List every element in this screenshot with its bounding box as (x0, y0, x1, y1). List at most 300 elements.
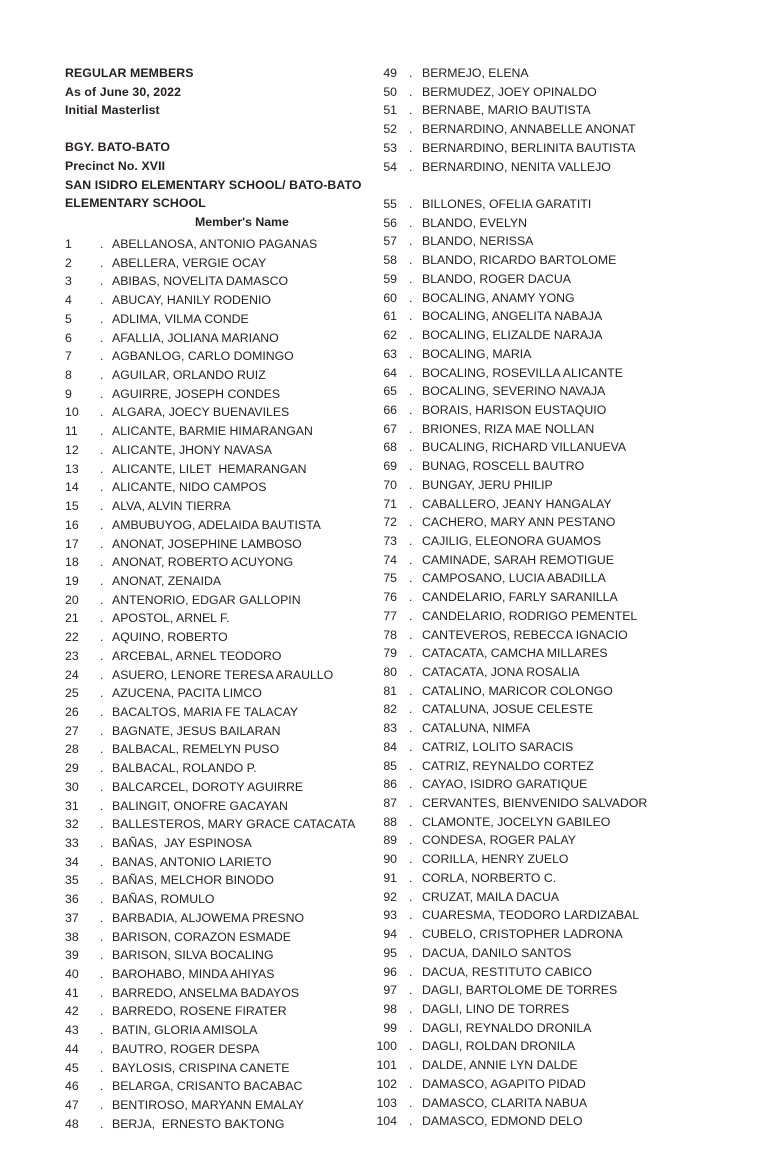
list-item-member-name: CATALUNA, JOSUE CELESTE (422, 702, 594, 717)
list-item-separator: . (409, 496, 413, 511)
list-item-number: 98 (383, 1001, 397, 1016)
list-item (0, 775, 588, 794)
list-item-member-name: BALBACAL, REMELYN PUSO (112, 742, 280, 757)
list-item-separator: . (409, 328, 413, 343)
list-item-separator: . (409, 234, 413, 249)
list-item-member-name: ANONAT, JOSEPHINE LAMBOSO (112, 536, 302, 551)
list-item (0, 757, 594, 776)
list-item (0, 551, 614, 570)
list-item-member-name: ALICANTE, BARMIE HIMARANGAN (112, 424, 313, 439)
list-item-separator: . (409, 814, 413, 829)
list-item-separator: . (100, 405, 104, 420)
list-item-number: 28 (65, 742, 79, 757)
list-item-number: 40 (65, 967, 79, 982)
list-item-separator: . (100, 723, 104, 738)
list-item (0, 831, 576, 850)
list-item-member-name: BLANDO, NERISSA (422, 234, 534, 249)
list-item-number: 102 (376, 1076, 397, 1091)
list-item-separator: . (409, 215, 413, 230)
list-item-separator: . (409, 271, 413, 286)
list-item-member-name: CABALLERO, JEANY HANGALAY (422, 496, 612, 511)
list-item-separator: . (100, 761, 104, 776)
list-item-separator: . (409, 84, 413, 99)
list-item (0, 1112, 583, 1131)
list-item-member-name: CANDELARIO, RODRIGO PEMENTEL (422, 608, 638, 623)
list-item-number: 44 (65, 1041, 79, 1056)
list-item-member-name: CORLA, NORBERTO C. (422, 870, 557, 885)
list-item-number: 82 (383, 702, 397, 717)
list-item (0, 1094, 588, 1113)
list-item-separator: . (409, 440, 413, 455)
list-item-member-name: BERNARDINO, NENITA VALLEJO (422, 159, 611, 174)
list-item-separator: . (409, 739, 413, 754)
list-item (0, 83, 597, 102)
list-item-number: 14 (65, 480, 79, 495)
list-item-separator: . (409, 365, 413, 380)
list-item-number: 100 (376, 1039, 397, 1054)
header-regular-members: REGULAR MEMBERS (65, 66, 194, 80)
list-item-member-name: ABIBAS, NOVELITA DAMASCO (112, 274, 289, 289)
list-item-separator: . (100, 704, 104, 719)
list-item (0, 925, 623, 944)
list-item-member-name: CORILLA, HENRY ZUELO (422, 852, 569, 867)
list-item (0, 457, 585, 476)
list-item-number: 88 (383, 814, 397, 829)
list-item-separator: . (409, 758, 413, 773)
list-item-member-name: BOCALING, ANAMY YONG (422, 290, 575, 305)
list-item-member-name: CUBELO, CRISTOPHER LADRONA (422, 927, 623, 942)
header-school-line-2: ELEMENTARY SCHOOL (65, 196, 206, 211)
list-item-number: 49 (383, 66, 397, 80)
list-item-separator: . (100, 967, 104, 982)
list-item-separator: . (409, 889, 413, 904)
list-item-member-name: CLAMONTE, JOCELYN GABILEO (422, 814, 611, 829)
list-item (0, 1037, 576, 1056)
list-item (0, 1056, 578, 1075)
list-item-member-name: BERJA, ERNESTO BAKTONG (112, 1116, 285, 1131)
list-item-number: 61 (383, 309, 397, 324)
list-item-separator: . (409, 796, 413, 811)
list-item-member-name: DALDE, ANNIE LYN DALDE (422, 1058, 578, 1073)
list-item-separator: . (100, 1004, 104, 1019)
list-item-number: 31 (65, 798, 79, 813)
list-item-number: 19 (65, 573, 79, 588)
list-item-number: 26 (65, 704, 79, 719)
list-item-separator: . (409, 402, 413, 417)
list-item-number: 33 (65, 836, 79, 850)
list-item (0, 532, 602, 551)
list-item-member-name: BAYLOSIS, CRISPINA CANETE (112, 1060, 290, 1075)
list-item-number: 36 (65, 892, 79, 907)
list-item-separator: . (100, 892, 104, 907)
list-item-separator: . (409, 253, 413, 268)
list-item-separator: . (100, 293, 104, 308)
list-item-member-name: ALICANTE, NIDO CAMPOS (112, 480, 267, 495)
list-item-number: 1 (65, 237, 72, 251)
list-item-separator: . (409, 384, 413, 399)
list-item-number: 104 (376, 1114, 397, 1129)
list-item-separator: . (409, 590, 413, 605)
list-item-number: 60 (383, 290, 397, 305)
list-item-member-name: CAMINADE, SARAH REMOTIGUE (422, 552, 614, 567)
list-item-member-name: CATACATA, CAMCHA MILLARES (422, 646, 608, 661)
list-item-separator: . (100, 742, 104, 757)
list-item-member-name: ABELLANOSA, ANTONIO PAGANAS (112, 237, 318, 251)
list-item-member-name: AGUILAR, ORLANDO RUIZ (112, 368, 266, 383)
list-item-number: 54 (383, 159, 397, 174)
list-item-number: 92 (383, 889, 397, 904)
list-item-separator: . (100, 349, 104, 364)
list-item-member-name: DACUA, RESTITUTO CABICO (422, 964, 592, 979)
list-item-member-name: BARISON, CORAZON ESMADE (112, 929, 292, 944)
header-barangay: BGY. BATO-BATO (65, 140, 171, 155)
list-item-member-name: BENTIROSO, MARYANN EMALAY (112, 1098, 305, 1113)
list-item-number: 78 (383, 627, 397, 642)
list-item (0, 476, 553, 495)
list-item-number: 17 (65, 536, 79, 551)
list-item-number: 37 (65, 910, 79, 925)
list-item (0, 607, 638, 626)
list-item-member-name: CONDESA, ROGER PALAY (422, 833, 576, 848)
list-item-member-name: CATRIZ, LOLITO SARACIS (422, 739, 574, 754)
list-item-member-name: BERNABE, MARIO BAUTISTA (422, 103, 591, 118)
list-item-member-name: BOCALING, ANGELITA NABAJA (422, 309, 603, 324)
list-item-number: 47 (65, 1098, 79, 1113)
list-item-separator: . (409, 533, 413, 548)
header-initial-masterlist: Initial Masterlist (65, 103, 160, 118)
list-item-separator: . (409, 1095, 413, 1110)
list-item-member-name: BILLONES, OFELIA GARATITI (422, 197, 592, 212)
list-item-separator: . (100, 929, 104, 944)
list-item-separator: . (409, 627, 413, 642)
list-item-number: 45 (65, 1060, 79, 1075)
list-item-member-name: ALICANTE, LILET HEMARANGAN (112, 461, 307, 476)
list-item-number: 72 (383, 515, 397, 530)
list-item-member-name: BAUTRO, ROGER DESPA (112, 1041, 260, 1056)
list-item-number: 41 (65, 985, 79, 1000)
list-item-member-name: BARISON, SILVA BOCALING (112, 948, 274, 963)
list-item-number: 51 (383, 103, 397, 118)
list-item-member-name: DAGLI, ROLDAN DRONILA (422, 1039, 576, 1054)
list-item-number: 24 (65, 667, 79, 682)
list-item-number: 7 (65, 349, 72, 364)
list-item-separator: . (409, 140, 413, 155)
list-item-number: 81 (383, 683, 397, 698)
list-item-separator: . (100, 480, 104, 495)
list-item-number: 75 (383, 571, 397, 586)
member-list-right-column (0, 64, 648, 1131)
list-item-separator: . (409, 477, 413, 492)
list-item-number: 20 (65, 592, 79, 607)
list-item-separator: . (409, 197, 413, 212)
list-item-member-name: CATALUNA, NIMFA (422, 721, 531, 736)
list-item (0, 158, 611, 177)
list-item-number: 74 (383, 552, 397, 567)
list-item-separator: . (409, 608, 413, 623)
list-item-member-name: BAÑAS, ROMULO (112, 892, 215, 907)
list-item-number: 18 (65, 555, 79, 570)
list-item-separator: . (100, 910, 104, 925)
list-item-separator: . (100, 499, 104, 514)
list-item-number: 5 (65, 311, 72, 326)
list-item-separator: . (409, 515, 413, 530)
list-item-member-name: BLANDO, ROGER DACUA (422, 271, 571, 286)
list-item-separator: . (409, 1058, 413, 1073)
list-item-number: 32 (65, 817, 79, 832)
list-item-member-name: BUCALING, RICHARD VILLANUEVA (422, 440, 627, 455)
list-item-number: 97 (383, 983, 397, 998)
list-item-separator: . (100, 255, 104, 270)
list-item-number: 89 (383, 833, 397, 848)
list-item-member-name: BRIONES, RIZA MAE NOLLAN (422, 421, 595, 436)
list-item-number: 66 (383, 402, 397, 417)
list-item-number: 94 (383, 927, 397, 942)
list-item-separator: . (409, 945, 413, 960)
list-item-separator: . (100, 386, 104, 401)
list-item-separator: . (100, 461, 104, 476)
list-item-member-name: CERVANTES, BIENVENIDO SALVADOR (422, 796, 648, 811)
list-item-number: 70 (383, 477, 397, 492)
list-item-number: 38 (65, 929, 79, 944)
list-item-number: 87 (383, 796, 397, 811)
list-item-separator: . (100, 985, 104, 1000)
list-item-member-name: BARREDO, ROSENE FIRATER (112, 1004, 287, 1019)
list-item-number: 79 (383, 646, 397, 661)
list-item-separator: . (100, 648, 104, 663)
list-item-member-name: AGBANLOG, CARLO DOMINGO (112, 349, 294, 364)
list-item-member-name: BALBACAL, ROLANDO P. (112, 761, 257, 776)
list-item-separator: . (100, 368, 104, 383)
column-header-members-name: Member's Name (195, 214, 289, 229)
list-item-member-name: ABUCAY, HANILY RODENIO (112, 293, 271, 308)
list-item-separator: . (409, 552, 413, 567)
list-item-separator: . (409, 833, 413, 848)
list-item (0, 364, 623, 383)
list-item-member-name: ALVA, ALVIN TIERRA (112, 499, 231, 514)
list-item-number: 77 (383, 608, 397, 623)
list-item-member-name: BALINGIT, ONOFRE GACAYAN (112, 798, 288, 813)
list-item-separator: . (409, 964, 413, 979)
list-item (0, 963, 592, 982)
list-item-separator: . (100, 817, 104, 832)
list-item (0, 195, 592, 214)
list-item (0, 738, 574, 757)
list-item-number: 16 (65, 517, 79, 532)
list-item (0, 850, 569, 869)
list-item-member-name: ARCEBAL, ARNEL TEODORO (112, 648, 282, 663)
list-item (0, 569, 606, 588)
list-item-number: 46 (65, 1079, 79, 1094)
list-item-separator: . (409, 103, 413, 118)
list-item-number: 35 (65, 873, 79, 888)
list-item (0, 813, 611, 832)
list-item-number: 6 (65, 330, 72, 345)
list-item-number: 96 (383, 964, 397, 979)
list-item-member-name: AQUINO, ROBERTO (112, 630, 228, 645)
list-item (0, 101, 591, 120)
list-item (0, 289, 575, 308)
list-item-member-name: BERNARDINO, ANNABELLE ANONAT (422, 122, 636, 137)
list-item-number: 73 (383, 533, 397, 548)
list-item-number: 21 (65, 611, 79, 626)
list-item-separator: . (100, 1116, 104, 1131)
list-item-member-name: ANONAT, ZENAIDA (112, 573, 222, 588)
list-item-member-name: APOSTOL, ARNEL F. (112, 611, 230, 626)
list-item-number: 103 (376, 1095, 397, 1110)
list-item-separator: . (100, 854, 104, 869)
list-item-separator: . (100, 779, 104, 794)
list-item-member-name: BARREDO, ANSELMA BADAYOS (112, 985, 300, 1000)
list-item-number: 68 (383, 440, 397, 455)
list-item (0, 663, 580, 682)
list-item-member-name: CATACATA, JONA ROSALIA (422, 665, 580, 679)
list-item-number: 64 (383, 365, 397, 380)
list-item-member-name: CACHERO, MARY ANN PESTANO (422, 515, 616, 530)
list-item-separator: . (100, 536, 104, 551)
list-item (0, 307, 603, 326)
list-item-separator: . (409, 870, 413, 885)
list-item-separator: . (409, 777, 413, 792)
list-item-member-name: ALGARA, JOECY BUENAVILES (112, 405, 290, 420)
list-item-separator: . (100, 630, 104, 645)
list-item-number: 4 (65, 293, 72, 308)
list-item (0, 120, 636, 139)
list-item-member-name: CRUZAT, MAILA DACUA (422, 889, 560, 904)
list-item-member-name: BERMEJO, ELENA (422, 66, 529, 80)
list-item (0, 626, 628, 645)
list-item-member-name: ANONAT, ROBERTO ACUYONG (112, 555, 294, 570)
list-item-number: 85 (383, 758, 397, 773)
list-item (0, 232, 534, 251)
list-item-separator: . (409, 459, 413, 474)
list-item-number: 8 (65, 368, 72, 383)
list-item-separator: . (409, 421, 413, 436)
list-item-number: 39 (65, 948, 79, 963)
list-item-separator: . (100, 1098, 104, 1113)
list-item-member-name: CATRIZ, REYNALDO CORTEZ (422, 758, 594, 773)
list-item-member-name: CUARESMA, TEODORO LARDIZABAL (422, 908, 640, 923)
list-item-number: 2 (65, 255, 72, 270)
list-item-separator: . (100, 1079, 104, 1094)
list-item (0, 1000, 570, 1019)
list-item-number: 55 (383, 197, 397, 212)
list-item-number: 56 (383, 215, 397, 230)
header-as-of-date: As of June 30, 2022 (65, 84, 182, 99)
list-item-number: 25 (65, 686, 79, 701)
list-item-number: 63 (383, 346, 397, 361)
list-item-member-name: BELARGA, CRISANTO BACABAC (112, 1079, 303, 1094)
list-item-member-name: BUNGAY, JERU PHILIP (422, 477, 553, 492)
list-item (0, 64, 529, 83)
list-item-member-name: BAGNATE, JESUS BAILARAN (112, 723, 281, 738)
list-item-number: 62 (383, 328, 397, 343)
list-item-separator: . (409, 721, 413, 736)
list-item-separator: . (100, 330, 104, 345)
list-item-number: 3 (65, 274, 72, 289)
list-item (0, 270, 571, 289)
list-item-member-name: BERMUDEZ, JOEY OPINALDO (422, 84, 597, 99)
list-item (0, 644, 608, 663)
list-item-member-name: BATIN, GLORIA AMISOLA (112, 1023, 258, 1038)
list-item-separator: . (409, 683, 413, 698)
list-item-separator: . (409, 309, 413, 324)
list-item-number: 86 (383, 777, 397, 792)
list-item-separator: . (100, 873, 104, 888)
list-item-separator: . (409, 1001, 413, 1016)
list-item-separator: . (100, 573, 104, 588)
list-item (0, 719, 531, 738)
list-item-member-name: DAMASCO, EDMOND DELO (422, 1114, 583, 1129)
list-item-number: 90 (383, 852, 397, 867)
list-item (0, 420, 595, 439)
list-item (0, 794, 648, 813)
list-item-member-name: AGUIRRE, JOSEPH CONDES (112, 386, 281, 401)
list-item-member-name: BARBADIA, ALJOWEMA PRESNO (112, 910, 305, 925)
list-item-number: 52 (383, 122, 397, 137)
list-item-member-name: AMBUBUYOG, ADELAIDA BAUTISTA (112, 517, 321, 532)
list-item-number: 34 (65, 854, 79, 869)
list-item-number: 50 (383, 84, 397, 99)
list-item-separator: . (409, 290, 413, 305)
list-item (0, 888, 560, 907)
list-item-member-name: ADLIMA, VILMA CONDE (112, 311, 249, 326)
list-item-separator: . (100, 1060, 104, 1075)
list-item-number: 30 (65, 779, 79, 794)
list-item (0, 139, 636, 158)
list-item-member-name: BLANDO, RICARDO BARTOLOME (422, 253, 617, 268)
list-item-member-name: BAROHABO, MINDA AHIYAS (112, 967, 275, 982)
list-item-number: 42 (65, 1004, 79, 1019)
list-item-separator: . (100, 1041, 104, 1056)
list-item-number: 12 (65, 442, 79, 457)
list-item-member-name: BORAIS, HARISON EUSTAQUIO (422, 402, 607, 417)
list-item-member-name: BUNAG, ROSCELL BAUTRO (422, 459, 585, 474)
list-item-number: 101 (376, 1058, 397, 1073)
list-item-member-name: BAÑAS, JAY ESPINOSA (112, 836, 252, 850)
list-item (0, 700, 594, 719)
list-item-separator: . (100, 424, 104, 439)
list-item-separator: . (409, 159, 413, 174)
list-item-separator: . (100, 442, 104, 457)
list-item-number: 58 (383, 253, 397, 268)
list-item-separator: . (100, 686, 104, 701)
list-item-separator: . (100, 798, 104, 813)
list-item-number: 53 (383, 140, 397, 155)
list-item-separator: . (100, 1023, 104, 1038)
list-item-member-name: CATALINO, MARICOR COLONGO (422, 683, 613, 698)
list-item-number: 23 (65, 648, 79, 663)
list-item-number: 59 (383, 271, 397, 286)
list-item-separator: . (100, 667, 104, 682)
list-item-number: 29 (65, 761, 79, 776)
list-item (0, 944, 572, 963)
list-item-number: 48 (65, 1116, 79, 1131)
list-item (0, 513, 616, 532)
list-item-number: 84 (383, 739, 397, 754)
list-item-member-name: BANAS, ANTONIO LARIETO (112, 854, 272, 869)
list-item-separator: . (409, 665, 413, 679)
list-item-separator: . (409, 1114, 413, 1129)
list-item-member-name: BAÑAS, MELCHOR BINODO (112, 873, 274, 888)
list-item (0, 869, 557, 888)
list-item-number: 93 (383, 908, 397, 923)
list-item-separator: . (100, 611, 104, 626)
header-precinct: Precinct No. XVII (65, 158, 166, 173)
list-item (0, 495, 612, 514)
list-item-member-name: ANTENORIO, EDGAR GALLOPIN (112, 592, 301, 607)
list-item-member-name: ASUERO, LENORE TERESA ARAULLO (112, 667, 334, 682)
list-item (0, 345, 532, 364)
